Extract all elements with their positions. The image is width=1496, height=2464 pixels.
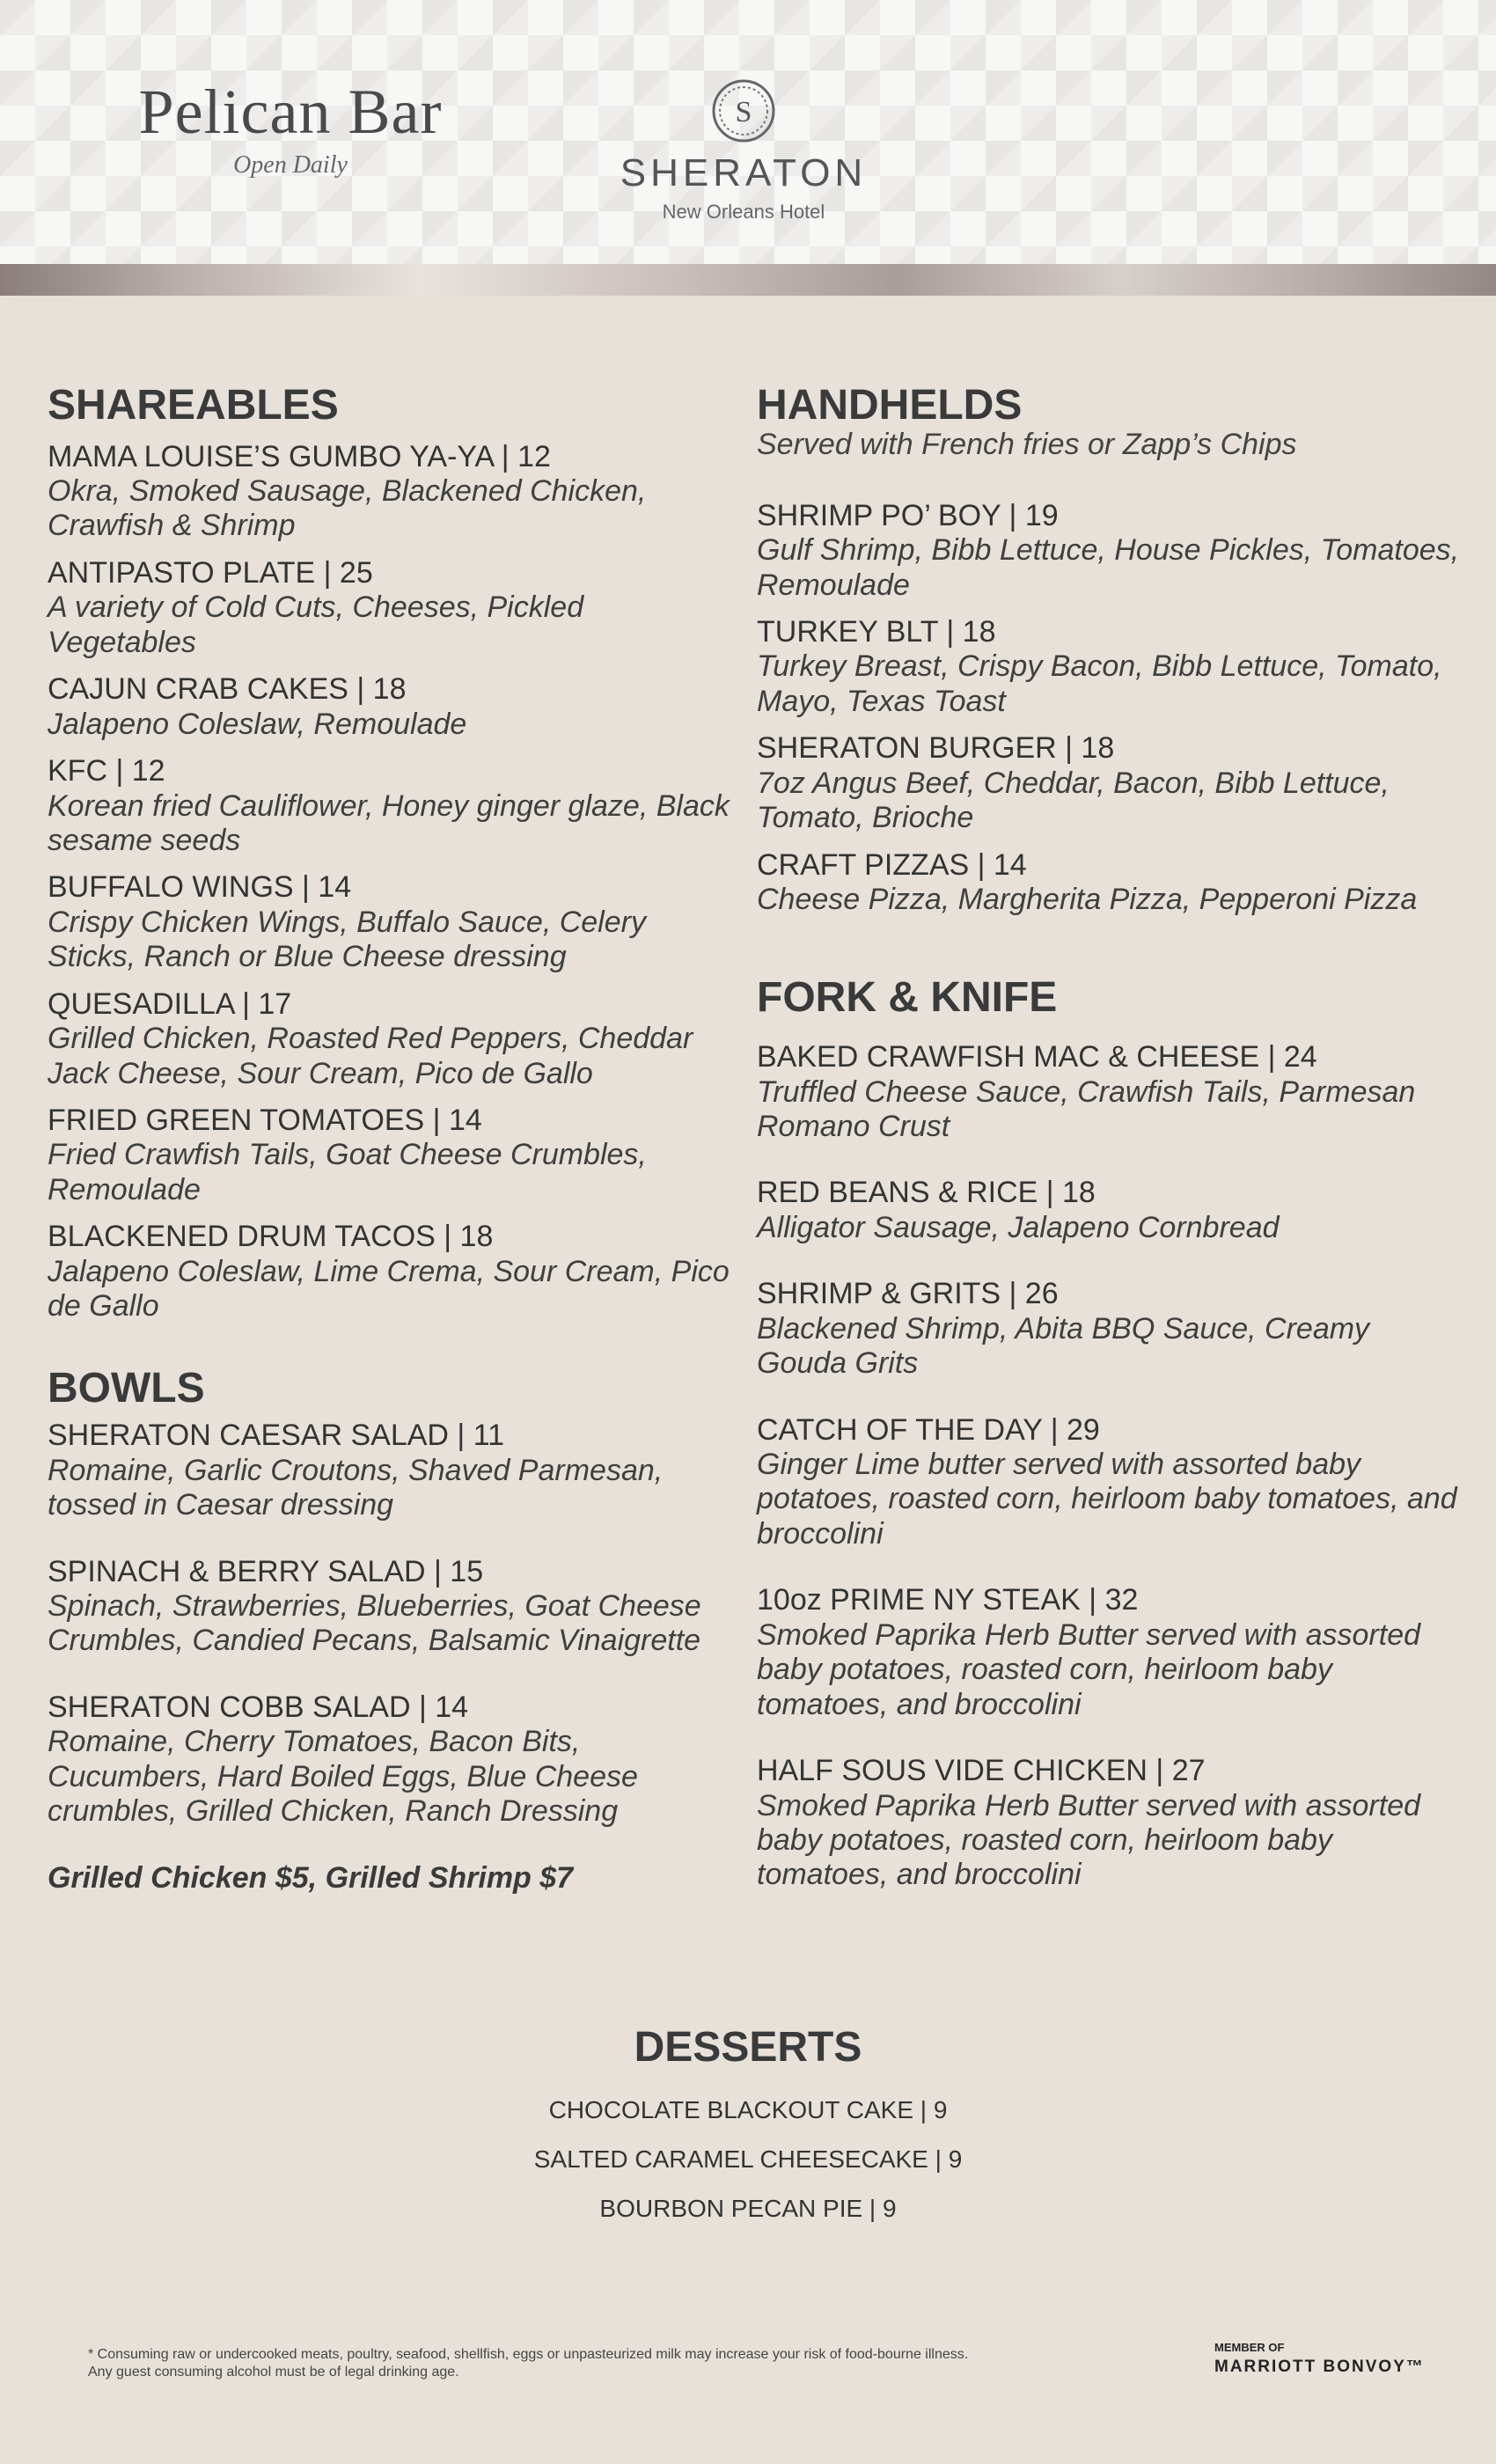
menu-item	[757, 1277, 1461, 1381]
dessert-item: SALTED CARAMEL CHEESECAKE | 9	[533, 2145, 963, 2173]
menu-item	[48, 870, 734, 974]
menu-item	[48, 754, 734, 858]
menu-item	[757, 848, 1461, 918]
item-name: BLACKENED DRUM TACOS | 18	[48, 1220, 494, 1254]
item-desc: Spinach, Strawberries, Blueberries, Goat Cheese Crumbles, Candied Pecans, Balsamic Vinaigrette	[48, 1589, 701, 1658]
item-desc: Jalapeno Coleslaw, Lime Crema, Sour Cream, Pico de Gallo	[48, 1254, 730, 1324]
menu-item	[757, 1583, 1461, 1722]
item-desc: Romaine, Cherry Tomatoes, Bacon Bits, Cucumbers, Hard Boiled Eggs, Blue Cheese crumbles, Grilled Chicken, Ranch Dressing	[48, 1725, 638, 1829]
menu-item	[757, 1176, 1461, 1245]
logo-location: New Orleans Hotel	[662, 201, 825, 223]
section-shareables	[48, 380, 734, 1324]
item-name: CAJUN CRAB CAKES | 18	[48, 672, 407, 707]
sheraton-logo-icon	[710, 77, 777, 144]
item-name: BAKED CRAWFISH MAC & CHEESE | 24	[757, 1040, 1317, 1074]
item-name: 10oz PRIME NY STEAK | 32	[757, 1583, 1139, 1617]
item-desc: 7oz Angus Beef, Cheddar, Bacon, Bibb Lettuce, Tomato, Brioche	[757, 766, 1390, 835]
item-desc: Turkey Breast, Crispy Bacon, Bibb Lettuce, Tomato, Mayo, Texas Toast	[757, 649, 1442, 718]
item-name: CRAFT PIZZAS | 14	[757, 847, 1027, 882]
bar-title: Pelican Bar	[138, 77, 443, 147]
dessert-item: BOURBON PECAN PIE | 9	[599, 2194, 897, 2222]
section-title: FORK & KNIFE	[757, 973, 1058, 1021]
item-desc: Blackened Shrimp, Abita BBQ Sauce, Creamy Gouda Grits	[757, 1311, 1370, 1381]
section-title: SHAREABLES	[48, 382, 339, 429]
section-title: HANDHELDS	[757, 382, 1023, 429]
item-desc: Grilled Chicken, Roasted Red Peppers, Cheddar Jack Cheese, Sour Cream, Pico de Gallo	[48, 1022, 693, 1090]
menu-item	[48, 1220, 734, 1324]
menu-item	[48, 556, 734, 660]
footnote-line-1: * Consuming raw or undercooked meats, poultry, seafood, shellfish, eggs or unpasteurized milk may increase your risk of food-bourne illness.	[88, 2347, 969, 2362]
section-title: DESSERTS	[634, 2024, 862, 2071]
menu-item	[48, 672, 734, 742]
item-name: SHRIMP & GRITS | 26	[757, 1277, 1059, 1311]
section-desserts	[0, 2022, 1496, 2223]
menu-item	[48, 1104, 734, 1207]
item-desc: Smoked Paprika Herb Butter served with assorted baby potatoes, roasted corn, heirloom baby tomatoes, and broccolini	[757, 1617, 1421, 1721]
item-name: SPINACH & BERRY SALAD | 15	[48, 1554, 484, 1588]
bowls-addons: Grilled Chicken $5, Grilled Shrimp $7	[48, 1860, 574, 1895]
menu-item	[757, 499, 1461, 603]
menu-item	[757, 1040, 1461, 1144]
item-desc: Ginger Lime butter served with assorted baby potatoes, roasted corn, heirloom baby tomatoes, and broccolini	[757, 1448, 1457, 1551]
item-name: KFC | 12	[48, 754, 165, 788]
item-name: QUESADILLA | 17	[48, 986, 292, 1021]
item-name: SHRIMP PO’ BOY | 19	[757, 498, 1059, 532]
bar-subtitle: Open Daily	[233, 151, 348, 179]
menu-item	[757, 1754, 1461, 1893]
member-label: MEMBER OF	[1214, 2341, 1285, 2354]
item-name: TURKEY BLT | 18	[757, 615, 996, 649]
section-handhelds	[757, 380, 1461, 918]
item-desc: Jalapeno Coleslaw, Remoulade	[48, 707, 467, 741]
section-fork-knife	[757, 972, 1461, 1893]
item-desc: A variety of Cold Cuts, Cheeses, Pickled Vegetables	[48, 590, 584, 659]
item-name: ANTIPASTO PLATE | 25	[48, 555, 373, 590]
item-name: FRIED GREEN TOMATOES | 14	[48, 1104, 482, 1138]
logo-letter: S	[735, 96, 752, 128]
item-name: MAMA LOUISE’S GUMBO YA-YA | 12	[48, 439, 551, 473]
item-desc: Okra, Smoked Sausage, Blackened Chicken, Crawfish & Shrimp	[48, 474, 647, 543]
item-name: SHERATON COBB SALAD | 14	[48, 1690, 469, 1724]
dessert-item: CHOCOLATE BLACKOUT CAKE | 9	[548, 2095, 948, 2123]
item-desc: Gulf Shrimp, Bibb Lettuce, House Pickles, Tomatoes, Remoulade	[757, 533, 1460, 602]
item-desc: Truffled Cheese Sauce, Crawfish Tails, Parmesan Romano Crust	[757, 1074, 1416, 1143]
menu-item	[757, 615, 1461, 719]
section-bowls	[48, 1363, 734, 1896]
item-name: BUFFALO WINGS | 14	[48, 870, 352, 905]
item-desc: Romaine, Garlic Croutons, Shaved Parmesan, tossed in Caesar dressing	[48, 1453, 664, 1522]
logo-name: SHERATON	[620, 151, 868, 194]
menu-item	[48, 987, 734, 1091]
marriott-bonvoy-logo	[1214, 2341, 1426, 2377]
member-brand: MARRIOTT BONVOY™	[1214, 2358, 1425, 2376]
header-metallic-band	[0, 264, 1496, 296]
footnote-line-2: Any guest consuming alcohol must be of legal drinking age.	[88, 2365, 459, 2380]
item-name: HALF SOUS VIDE CHICKEN | 27	[757, 1754, 1206, 1788]
item-name: RED BEANS & RICE | 18	[757, 1176, 1096, 1210]
menu-item	[48, 1555, 734, 1659]
menu-item	[48, 1690, 734, 1830]
footnote	[88, 2346, 1188, 2381]
item-desc: Korean fried Cauliflower, Honey ginger glaze, Black sesame seeds	[48, 788, 730, 857]
section-title: BOWLS	[48, 1364, 205, 1412]
menu-item	[757, 1413, 1461, 1552]
item-desc: Alligator Sausage, Jalapeno Cornbread	[757, 1210, 1280, 1244]
item-desc: Fried Crawfish Tails, Goat Cheese Crumbles, Remoulade	[48, 1138, 647, 1206]
item-desc: Smoked Paprika Herb Butter served with assorted baby potatoes, roasted corn, heirloom baby tomatoes, and broccolini	[757, 1788, 1421, 1892]
item-desc: Cheese Pizza, Margherita Pizza, Pepperoni Pizza	[757, 883, 1418, 917]
right-column	[757, 380, 1461, 1893]
item-name: SHERATON BURGER | 18	[757, 731, 1115, 766]
left-column	[48, 380, 734, 1896]
item-desc: Crispy Chicken Wings, Buffalo Sauce, Celery Sticks, Ranch or Blue Cheese dressing	[48, 905, 646, 974]
menu-item	[757, 731, 1461, 835]
menu-item	[48, 440, 734, 544]
item-name: SHERATON CAESAR SALAD | 11	[48, 1419, 504, 1453]
section-note: Served with French fries or Zapp’s Chips	[757, 427, 1297, 461]
menu-item	[48, 1419, 734, 1522]
item-name: CATCH OF THE DAY | 29	[757, 1412, 1100, 1447]
